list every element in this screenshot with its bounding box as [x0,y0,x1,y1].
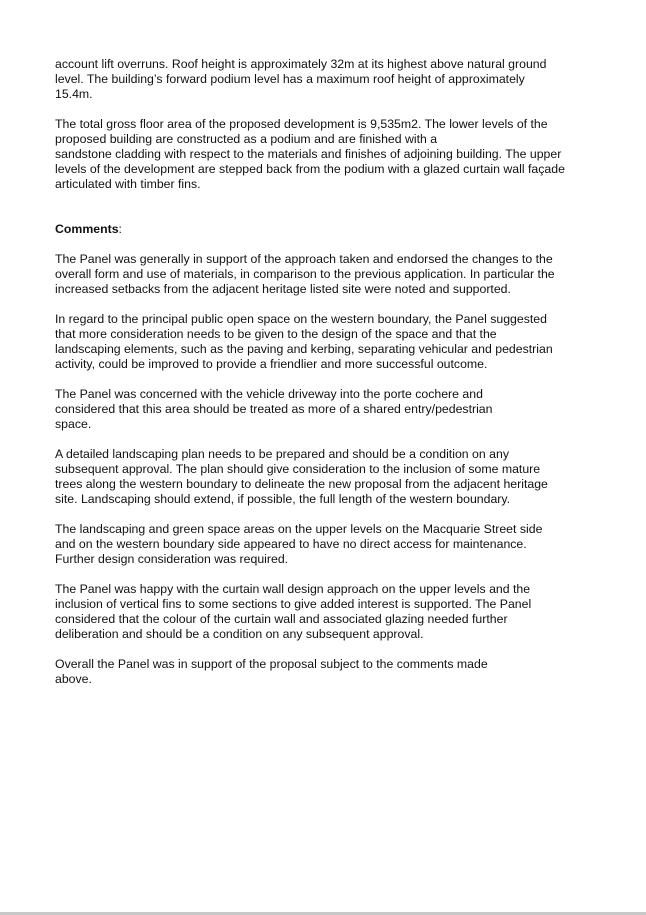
paragraph-roof-height: account lift overruns. Roof height is approximately 32m at its highest above natural ground level. The building’s forward podium level has a maximum roof height of approximately 15.4m. [55,57,547,101]
comment-general-support: The Panel was generally in support of the approach taken and endorsed the changes to the overall form and use of materials, in comparison to the previous application. In particular the increased setbacks from the adjacent heritage listed site were noted and supported. [55,252,555,296]
comment-landscaping-plan: A detailed landscaping plan needs to be prepared and should be a condition on any subsequent approval. The plan should give consideration to the inclusion of some mature trees along the western boundary to delineate the new proposal from the adjacent heritage site. Landscaping should extend, if possible, the full length of the western boundary. [55,447,548,506]
comment-curtain-wall: The Panel was happy with the curtain wall design approach on the upper levels and the inclusion of vertical fins to some sections to give added interest is supported. The Panel considered that the colour of the curtain wall and associated glazing needed further deliberation and should be a condition on any subsequent approval. [55,582,532,641]
comment-public-open-space: In regard to the principal public open space on the western boundary, the Panel suggested that more consideration needs to be given to the design of the space and that the landscaping elements, such as the paving and kerbing, separating vehicular and pedestrian activity, could be improved to provide a friendlier and more successful outcome. [55,312,553,371]
comments-heading [55,222,600,237]
comment-green-space-access: The landscaping and green space areas on the upper levels on the Macquarie Street side and on the western boundary side appeared to have no direct access for maintenance. Further design consideration was required. [55,522,543,566]
paragraph-gross-floor-area: The total gross floor area of the proposed development is 9,535m2. The lower levels of the proposed building are constructed as a podium and are finished with a sandstone cladding with respect to the materials and finishes of adjoining building. The upper levels of the development are stepped back from the podium with a glazed curtain wall façade articulated with timber fins. [55,117,565,191]
comments-heading-colon: : [118,222,122,236]
document-body [55,57,600,702]
comment-overall-support: Overall the Panel was in support of the proposal subject to the comments made above. [55,657,488,686]
comment-vehicle-driveway: The Panel was concerned with the vehicle driveway into the porte cochere and considered that this area should be treated as more of a shared entry/pedestrian space. [55,387,493,431]
comments-heading-label: Comments [55,222,119,236]
